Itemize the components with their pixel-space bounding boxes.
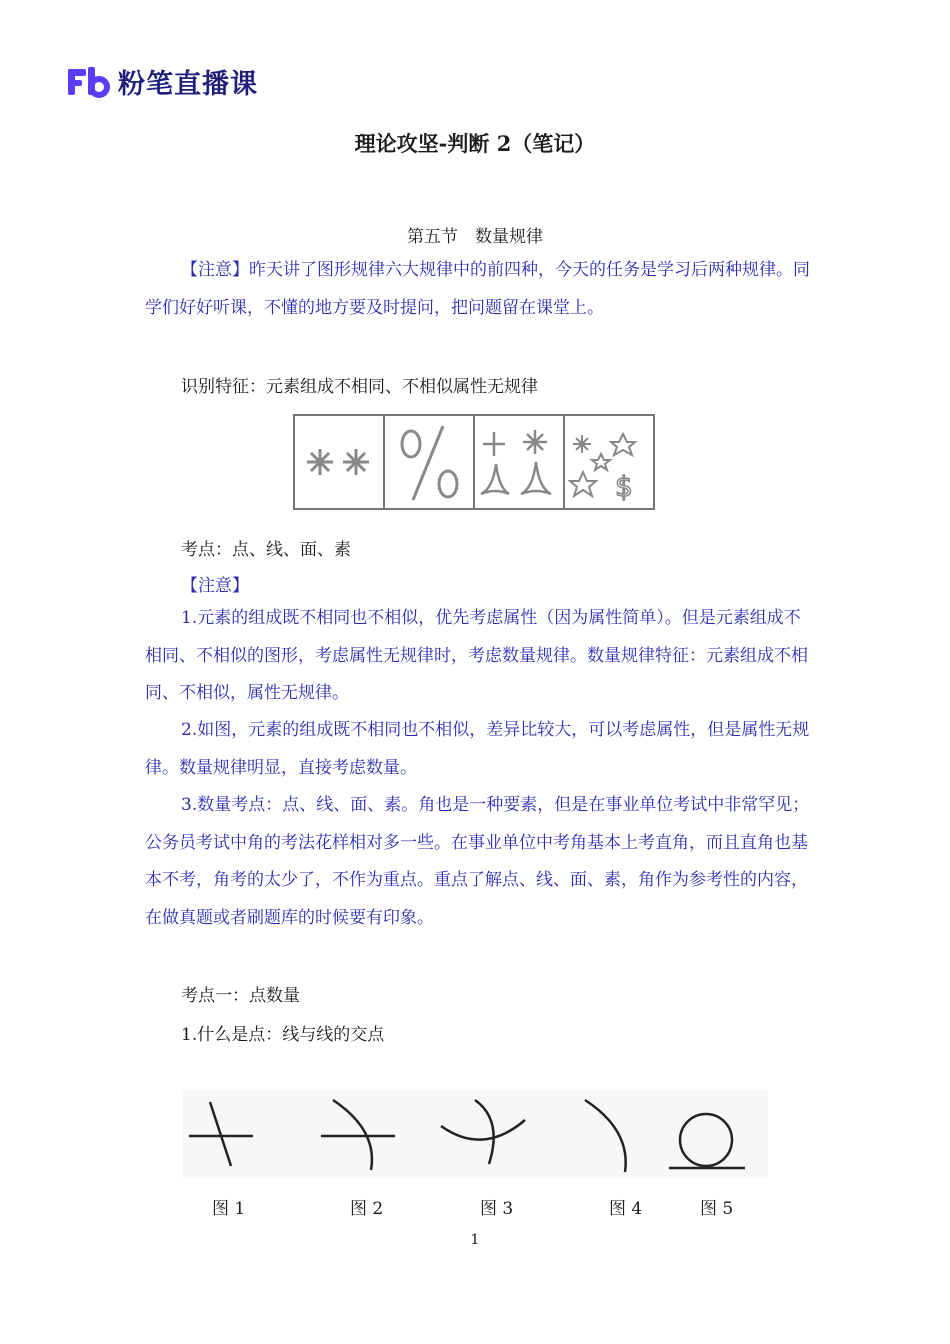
figure-caption-4: 图 4: [609, 1199, 643, 1219]
point-one-title: 考点一：点数量: [181, 986, 300, 1006]
figure-caption-3: 图 3: [480, 1199, 514, 1219]
notice-tag: 【注意】: [181, 260, 249, 280]
test-points: 考点：点、线、面、素: [181, 540, 351, 560]
note-paragraph-3: 3.数量考点：点、线、面、素。角也是一种要素，但是在事业单位考试中非常罕见；公务员考试中角的考法花样相对多一些。在事业单位中考角基本上考直角，而且直角也基本不考，角考的太少了，不作为重点。重点了解点、线、面、素，角作为参考性的内容，在做真题或者刷题库的时候要有印象。: [145, 795, 810, 928]
figure-caption-2: 图 2: [350, 1199, 384, 1219]
svg-text:$: $: [615, 470, 633, 503]
note-paragraph-1: 1.元素的组成既不相同也不相似，优先考虑属性（因为属性简单）。但是元素组成不相同、不相似的图形，考虑属性无规律时，考虑数量规律。数量规律特征：元素组成不相同、不相似，属性无规律。: [145, 608, 808, 703]
intersection-figures: [183, 1090, 768, 1178]
identify-feature: 识别特征：元素组成不相同、不相似属性无规律: [181, 377, 538, 397]
page-title: 理论攻坚-判断 2（笔记）: [354, 131, 596, 156]
notice-paragraph: [145, 252, 810, 327]
note-paragraph-2: 2.如图，元素的组成既不相同也不相似，差异比较大，可以考虑属性，但是属性无规律。数量规律明显，直接考虑数量。: [145, 720, 810, 778]
figure-caption-5: 图 5: [700, 1199, 734, 1219]
figure-element-grid: [293, 414, 655, 510]
fenbi-logo-icon: [66, 65, 110, 99]
logo: [66, 62, 258, 101]
figure-caption-1: 图 1: [212, 1199, 246, 1219]
point-one-question: 1.什么是点：线与线的交点: [181, 1025, 385, 1045]
notice-text: 昨天讲了图形规律六大规律中的前四种，今天的任务是学习后两种规律。同学们好好听课，不懂的地方要及时提问，把问题留在课堂上。: [145, 260, 810, 318]
page-number: 1: [470, 1232, 480, 1248]
notice-tag-2: 【注意】: [181, 576, 249, 596]
section-heading: 第五节 数量规律: [407, 227, 543, 247]
logo-text: 粉笔直播课: [118, 69, 258, 100]
